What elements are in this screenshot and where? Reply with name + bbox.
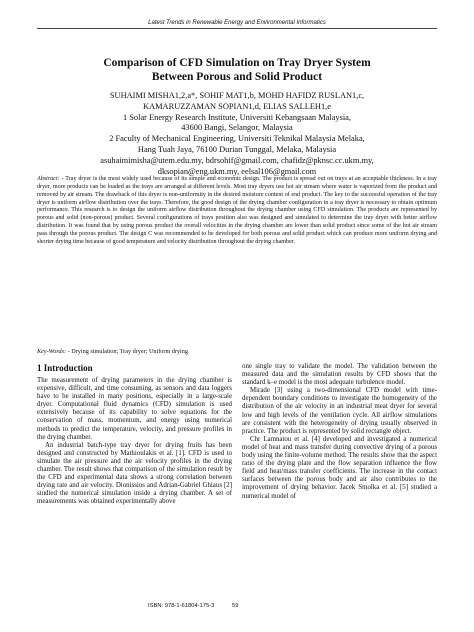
keywords-text: Drying simulation; Tray dryer; Uniform drying: [69, 348, 188, 355]
abstract: [37, 176, 437, 247]
keywords: [37, 348, 437, 355]
affiliation-line: 1 Solar Energy Research Institute, Universiti Kebangsaan Malaysia,: [122, 112, 351, 122]
keywords-label: Key-Words: -: [37, 348, 70, 355]
affiliation-line: 2 Faculty of Mechanical Engineering, Universiti Teknikal Malaysia Melaka,: [109, 134, 365, 144]
abstract-text: Tray dryer is the most widely used because of its simple and economic design. The product is spread out on trays at an acceptable thickness. In a tray dryer, more products can be loaded as the trays are arranged at different levels. Most tray dryers use hot air stream where water is vaporized from the product and removed by air stream. The drawback of this dryer is non-uniformity in the desired moisture content of end product. The key to the successful operation of the tray dryer is uniform airflow distribution over the trays. Therefore, the good design of the drying chamber configuration in a tray dryer is necessary to obtain optimum performance. This research is to design the uniform airflow distribution throughout the drying chamber using CFD simulation. The products are represented by porous and solid (non-porous) product. Several configurations of trays position also was designed and simulated to determine the tray dryer with better airflow distribution. It was found that by using porous product the overall velocities in the drying chamber are lower than solid product since some of the hot air stream pass through the porous product. The design C was recommended to be developed for both porous and solid product which can produce more uniform drying and shorter drying time because of good temperature and velocity distribution throughout the drying chamber.: [37, 176, 437, 245]
abstract-label: Abstract: -: [37, 176, 64, 182]
author-line: SUHAIMI MISHA1,2,a*, SOHIF MAT1,b, MOHD HAFIDZ RUSLAN1,c,: [109, 91, 365, 100]
header-rule: [37, 28, 437, 29]
paragraph: Chr Lamnatou et al. [4] developed and investigated a numerical model of heat and mass transfer during convective drying of a porous body using the finite-volume method. The results show that the aspect ratio of the drying plate and the flow separation influence the flow field and heat/mass transfer coefficients. The increase in the contact surfaces between the porous body and air also contributes to the improvement of drying behavior. Jacek Smolka et al. [5] studied a numerical model of: [242, 435, 437, 500]
running-header: Latest Trends in Renewable Energy and Environmental Informatics: [148, 20, 326, 26]
affiliation-line: 43600 Bangi, Selangor, Malaysia: [181, 123, 293, 133]
title-line-1: Comparison of CFD Simulation on Tray Dryer System: [103, 57, 371, 69]
title-line-2: Between Porous and Solid Product: [151, 71, 323, 83]
author-block: [37, 91, 437, 177]
left-column: [37, 377, 232, 507]
right-column: [242, 363, 437, 501]
paper-title: [37, 56, 437, 84]
paragraph: Mirade [3] using a two-dimensional CFD model with time-dependent boundary conditions to investigate the homogeneity of the distribution of the air velocity in an industrial meat dryer for several low and high levels of the ventilation cycle. All airflow simulations are consistent with the heterogeneity of drying usually observed in practice. The product is represented by solid rectangle object.: [242, 387, 437, 435]
paragraph: The measurement of drying parameters in the drying chamber is expensive, difficult, and time consuming, as sensors and data loggers have to be installed in many positions, especially in a large-scale dryer. Computational fluid dynamics (CFD) simulation is used extensively because of its capability to solve equations for the conservation of mass, momentum, and energy using numerical methods to predict the temperature, velocity, and pressure profiles in the drying chamber.: [37, 377, 232, 441]
section-heading: 1 Introduction: [37, 363, 93, 373]
email-line: dksopian@eng.ukm.my, eelsal106@gmail.com: [157, 166, 317, 176]
page-number: 59: [232, 603, 239, 609]
paragraph: one single tray to validate the model. The validation between the measured data and the simulation results by CFD shows that the standard k–e model is the most adequate turbulence model.: [242, 363, 437, 387]
affiliation-line: Hang Tuah Jaya, 76100 Durian Tunggal, Melaka, Malaysia: [137, 144, 337, 154]
paragraph: An industrial batch-type tray dryer for drying fruits has been designed and constructed by Mathioulakis et al. [1]. CFD is used to simulate the air pressure and the air velocity profiles in the drying chamber. The result shows that comparison of the simulation result by the CFD and experimental data shows a strong correlation between drying rate and air velocity. Dionissios and Adrian-Gabriel Ghiaus [2] studied the numerical simulation inside a drying chamber. A set of measurements was obtained experimentally above: [37, 441, 232, 506]
email-line: asuhaimimisha@utem.edu.my, bdrsohif@gmail.com, chafidz@pknsc.cc.ukm.my,: [100, 155, 374, 165]
author-line: KAMARUZZAMAN SOPIAN1,d, ELIAS SALLEH1,e: [143, 101, 331, 111]
footer-isbn: ISBN: 978-1-61804-175-3: [148, 603, 215, 609]
